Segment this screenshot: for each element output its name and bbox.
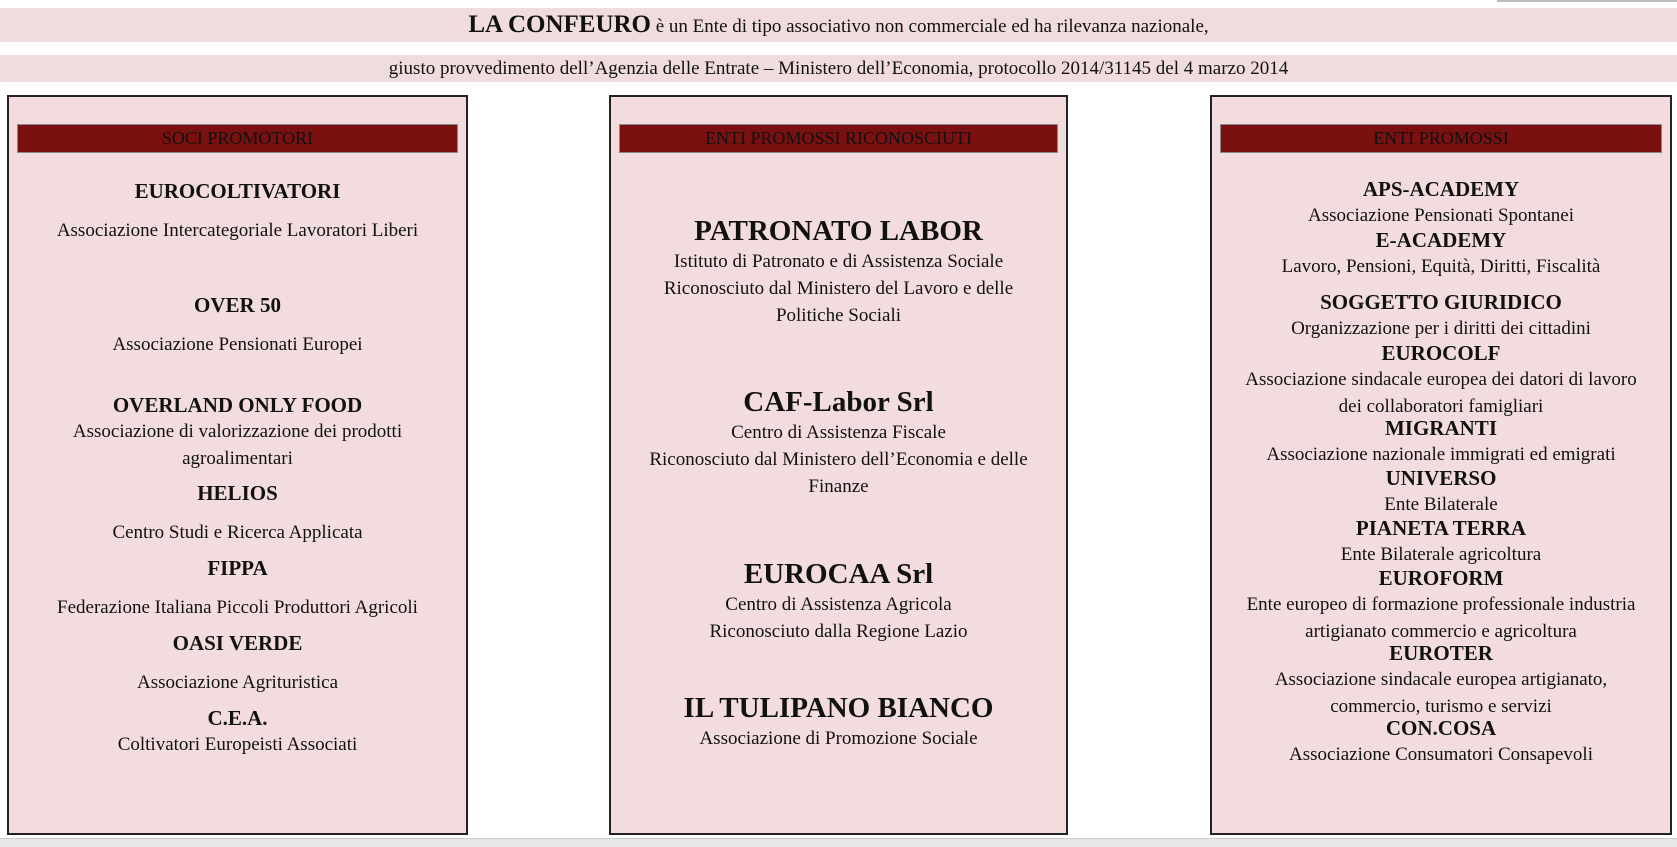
list-item: [9, 556, 466, 621]
item-desc: Centro di Assistenza Fiscale: [731, 422, 946, 443]
header-line-2: giusto provvedimento dell’Agenzia delle Entrate – Ministero dell’Economia, protocollo 2014/31145 del 4 marzo 2014: [0, 55, 1677, 82]
list-item: [1212, 566, 1670, 645]
list-item: [611, 214, 1066, 329]
item-desc-2: Riconosciuto dalla Regione Lazio: [709, 621, 968, 642]
list-item: [611, 557, 1066, 645]
top-edge-line: [1497, 0, 1677, 2]
item-desc: Associazione sindacale europea dei datori di lavoro dei collaboratori famigliari: [1245, 369, 1637, 417]
list-item: [611, 691, 1066, 752]
item-desc-2: Riconosciuto dal Ministero del Lavoro e delle Politiche Sociali: [663, 278, 1014, 326]
list-item: [1212, 177, 1670, 229]
list-item: [9, 706, 466, 758]
panel-title: SOCI PROMOTORI: [17, 124, 458, 153]
item-name: OVERLAND ONLY FOOD: [112, 393, 363, 417]
item-desc: Ente Bilaterale agricoltura: [1340, 544, 1542, 565]
item-desc: Associazione Consumatori Consapevoli: [1289, 744, 1593, 765]
list-item: [9, 179, 466, 244]
item-desc: Organizzazione per i diritti dei cittadini: [1291, 318, 1591, 339]
panel-title: ENTI PROMOSSI: [1220, 124, 1662, 153]
item-name: E-ACADEMY: [1375, 228, 1507, 252]
item-name: CAF-Labor Srl: [743, 386, 934, 418]
item-desc: Associazione sindacale europea artigianato, commercio, turismo e servizi: [1274, 669, 1608, 717]
item-name: SOGGETTO GIURIDICO: [1320, 290, 1562, 314]
item-desc: Federazione Italiana Piccoli Produttori Agricoli: [57, 597, 418, 618]
item-desc: Associazione di valorizzazione dei prodotti agroalimentari: [72, 421, 403, 469]
item-desc-2: Riconosciuto dal Ministero dell’Economia e delle Finanze: [649, 449, 1028, 497]
item-desc: Associazione Pensionati Europei: [112, 334, 363, 355]
list-item: [1212, 228, 1670, 280]
item-name: EUROCAA Srl: [743, 558, 934, 590]
item-desc: Ente europeo di formazione professionale industria artigianato commercio e agricoltura: [1246, 594, 1636, 642]
list-item: [1212, 466, 1670, 518]
panel-enti-promossi-riconosciuti: [609, 95, 1068, 835]
panel-soci-promotori: [7, 95, 468, 835]
item-name: CON.COSA: [1385, 716, 1497, 740]
list-item: [9, 293, 466, 358]
list-item: [611, 385, 1066, 500]
header-line-1-text: è un Ente di tipo associativo non commerciale ed ha rilevanza nazionale,: [651, 16, 1209, 37]
item-desc: Associazione Agrituristica: [136, 672, 339, 693]
item-name: FIPPA: [207, 556, 268, 580]
item-name: EUROTER: [1389, 641, 1493, 665]
panel-enti-promossi: [1210, 95, 1672, 835]
list-item: [1212, 641, 1670, 720]
item-desc: Centro Studi e Ricerca Applicata: [112, 522, 363, 543]
list-item: [1212, 716, 1670, 768]
item-desc: Associazione nazionale immigrati ed emigrati: [1266, 444, 1616, 465]
item-name: HELIOS: [197, 481, 278, 505]
item-name: PIANETA TERRA: [1355, 516, 1527, 540]
list-item: [9, 393, 466, 472]
item-desc: Coltivatori Europeisti Associati: [117, 734, 358, 755]
item-name: IL TULIPANO BIANCO: [683, 692, 994, 724]
item-name: EUROCOLF: [1381, 341, 1501, 365]
header-line-1: [0, 8, 1677, 42]
list-item: [1212, 290, 1670, 342]
item-desc: Associazione Pensionati Spontanei: [1308, 205, 1574, 226]
item-name: EUROCOLTIVATORI: [134, 179, 341, 203]
item-name: APS-ACADEMY: [1362, 177, 1520, 201]
item-desc: Ente Bilaterale: [1384, 494, 1498, 515]
item-desc: Centro di Assistenza Agricola: [725, 594, 952, 615]
org-name: LA CONFEURO: [468, 11, 651, 38]
item-name: OASI VERDE: [172, 631, 303, 655]
item-desc: Associazione di Promozione Sociale: [699, 728, 978, 749]
item-name: C.E.A.: [207, 706, 268, 730]
list-item: [1212, 416, 1670, 468]
bottom-edge: [0, 838, 1677, 847]
item-desc: Istituto di Patronato e di Assistenza Sociale: [673, 251, 1004, 272]
item-name: PATRONATO LABOR: [694, 215, 983, 247]
list-item: [1212, 341, 1670, 420]
item-name: UNIVERSO: [1385, 466, 1497, 490]
list-item: [9, 631, 466, 696]
item-desc: Associazione Intercategoriale Lavoratori Liberi: [56, 220, 419, 241]
panel-title: ENTI PROMOSSI RICONOSCIUTI: [619, 124, 1058, 153]
list-item: [1212, 516, 1670, 568]
list-item: [9, 481, 466, 546]
item-desc: Lavoro, Pensioni, Equità, Diritti, Fiscalità: [1281, 256, 1601, 277]
item-name: EUROFORM: [1378, 566, 1504, 590]
item-name: MIGRANTI: [1384, 416, 1497, 440]
item-name: OVER 50: [194, 293, 281, 317]
